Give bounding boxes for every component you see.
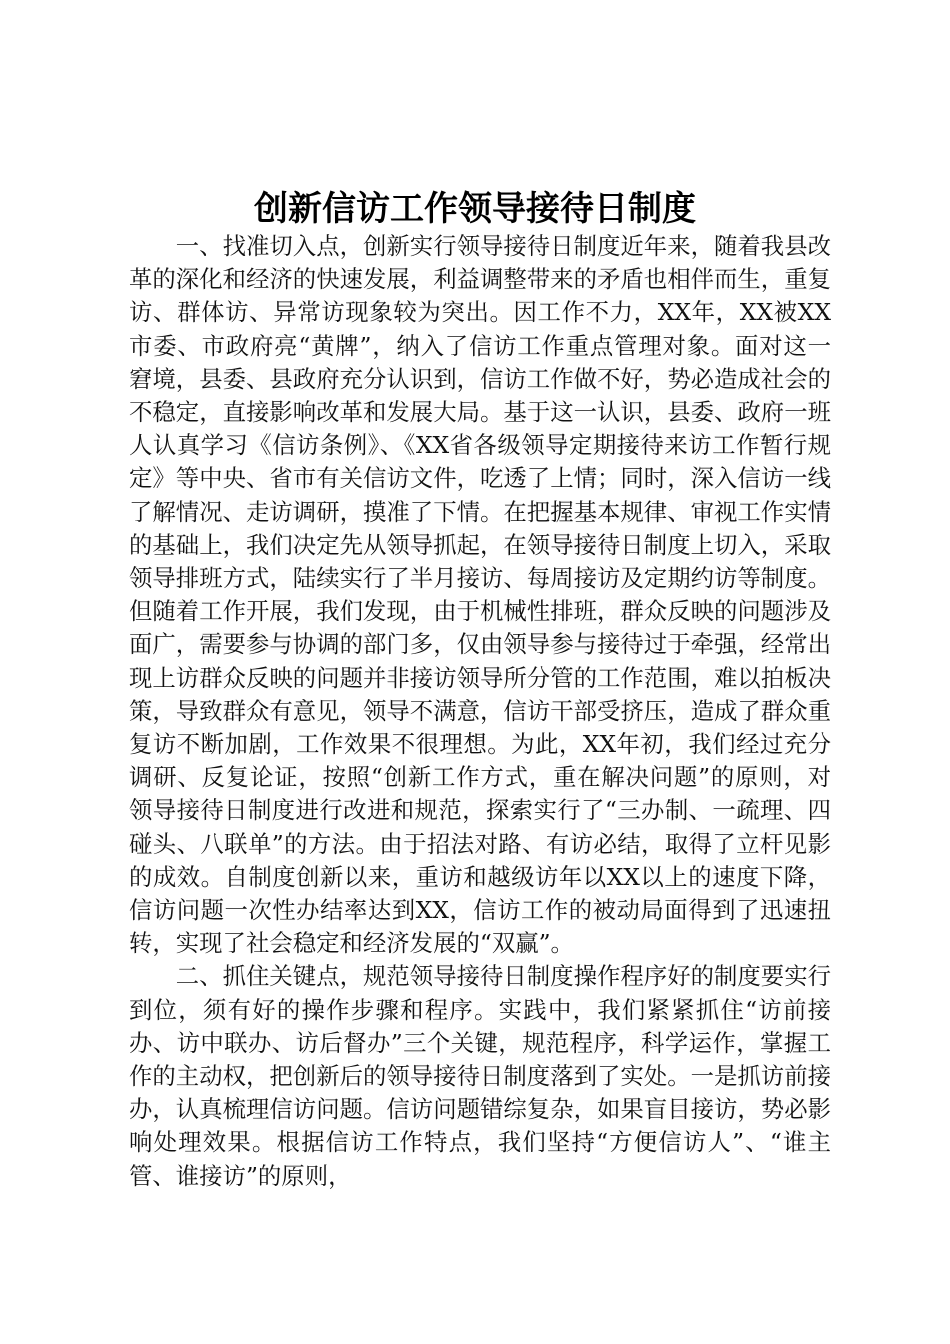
paragraph-2: 二、抓住关键点，规范领导接待日制度操作程序好的制度要实行到位，须有好的操作步骤和程序。实践中，我们紧紧抓住“访前接办、访中联办、访后督办”三个关键，规范程序，科学运作，掌握工作的主动权，把创新后的领导接待日制度落到了实处。一是抓访前接办，认真梳理信访问题。信访问题错综复杂，如果盲目接访，势必影响处理效果。根据信访工作特点，我们坚持“方便信访人”、“谁主管、谁接访”的原则， [129, 962, 831, 1190]
document-body [129, 230, 831, 1193]
paragraph-1: 一、找准切入点，创新实行领导接待日制度近年来，随着我县改革的深化和经济的快速发展，利益调整带来的矛盾也相伴而生，重复访、群体访、异常访现象较为突出。因工作不力，XX年，XX被XX市委、市政府亮“黄牌”，纳入了信访工作重点管理对象。面对这一窘境，县委、县政府充分认识到，信访工作做不好，势必造成社会的不稳定，直接影响改革和发展大局。基于这一认识，县委、政府一班人认真学习《信访条例》、《XX省各级领导定期接待来访工作暂行规定》等中央、省市有关信访文件，吃透了上情；同时，深入信访一线了解情况、走访调研，摸准了下情。在把握基本规律、审视工作实情的基础上，我们决定先从领导抓起，在领导接待日制度上切入，采取领导排班方式，陆续实行了半月接访、每周接访及定期约访等制度。但随着工作开展，我们发现，由于机械性排班，群众反映的问题涉及面广，需要参与协调的部门多，仅由领导参与接待过于牵强，经常出现上访群众反映的问题并非接访领导所分管的工作范围，难以拍板决策，导致群众有意见，领导不满意，信访干部受挤压，造成了群众重复访不断加剧，工作效果不很理想。为此，XX年初，我们经过充分调研、反复论证，按照“创新工作方式，重在解决问题”的原则，对领导接待日制度进行改进和规范，探索实行了“三办制、一疏理、四碰头、八联单”的方法。由于招法对路、有访必结，取得了立杆见影的成效。自制度创新以来，重访和越级访年以XX以上的速度下降，信访问题一次性办结率达到XX，信访工作的被动局面得到了迅速扭转，实现了社会稳定和经济发展的“双赢”。 [129, 232, 831, 958]
document-title: 创新信访工作领导接待日制度 [254, 189, 696, 229]
